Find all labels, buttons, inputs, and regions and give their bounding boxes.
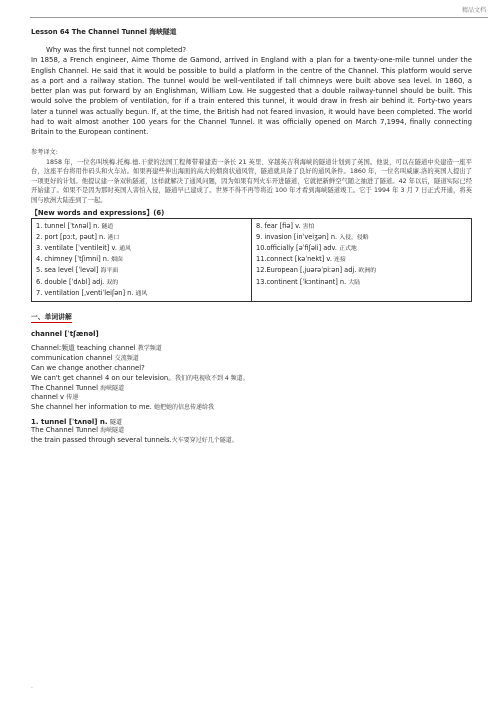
vocab-column-right	[252, 218, 472, 301]
example-line: channel v 传递	[31, 393, 79, 402]
example-line: Channel:频道 teaching channel 教学频道	[31, 343, 162, 352]
page-header-tag: 精品文档	[461, 7, 486, 14]
header-divider	[30, 17, 488, 18]
vocab-item: 9. invasion [inˈveiʒən] n. 入侵，侵略	[256, 232, 369, 241]
vocab-item: 13.continent [ˈkɔntinənt] n. 大陆	[256, 277, 361, 286]
example-line: We can't get channel 4 on our television。我们的电视收不到 4 频道。	[31, 373, 249, 382]
example-line: communication channel 交流频道	[31, 353, 139, 362]
lesson-title: Lesson 64 The Channel Tunnel 海峡隧道	[31, 28, 177, 36]
vocab-item: 5. sea level [ˈlevəl] 海平面	[36, 266, 119, 275]
lesson-question: Why was the first tunnel not completed?	[46, 46, 187, 54]
vocab-item: 8. fear [fiə] v. 害怕	[256, 221, 315, 230]
example-line: Can we change another channel?	[31, 363, 145, 372]
footer-mark: .	[31, 683, 33, 690]
vocab-item: 10.officially [əˈfiʃəli] adv. 正式地	[256, 244, 357, 253]
vocab-item: 6. double [ˈdʌbl] adj. 双的	[36, 277, 119, 286]
headword-channel: channel [ˈtʃænəl]	[31, 329, 99, 338]
translation-label: 参考译文:	[31, 148, 58, 156]
document-body	[31, 20, 472, 446]
vocab-item: 12.European [ˌjuərəˈpiːən] adj. 欧洲的	[256, 266, 377, 275]
section-heading: 一、单词讲解	[31, 312, 72, 321]
vocab-item: 11.connect [kəˈnekt] v. 连接	[256, 255, 346, 264]
vocab-item: 3. ventilate [ˈventileit] v. 通风	[36, 244, 131, 253]
vocab-item: 4. chimney [ˈtʃimni] n. 烟囱	[36, 255, 123, 264]
vocab-table	[31, 218, 472, 302]
translation-text: 1858 年，一位名叫埃梅.托梅.德.干蒙的法国工程师带着建造一条长 21 英里、穿越英吉利海峡的隧道计划到了英国。他说，可以在隧道中央建造一座平台，这座平台将用作码头和火车站。如果再建些伸出海面的高大的烟囱状通风管，隧道就具备了良好的通风条件。1860 年，一位名叫威廉.洛的英国人提出了一项更好的计划。他提议建一条双轨隧道，这样就解决了通风问题，因为如果有列火车开进隧道，它就把新鲜空气随之抽进了隧道。42 年以后，隧道实际已经开始建了。如果不是因为那时英国人害怕入侵，隧道早已建成了。世界不得不再等将近 100 年才看到海峡隧道竣工。它于 1994 年 3 月 7 日正式开通，将英国与欧洲大陆连到了一起。	[31, 158, 472, 205]
vocab-item: 1. tunnel [ˈtʌnəl] n. 隧道	[36, 221, 114, 230]
vocab-item: 7. ventilation [ˌventiˈleiʃən] n. 通风	[36, 288, 148, 297]
example-line: the train passed through several tunnels.火车要穿过好几个隧道。	[31, 436, 238, 445]
example-line: The Channel Tunnel 海峡隧道	[31, 383, 125, 392]
example-line: The Channel Tunnel 海峡隧道	[31, 426, 125, 435]
vocab-item: 2. port [pɔːt, pəut] n. 港口	[36, 232, 120, 241]
lesson-paragraph: In 1858, a French engineer, Aime Thome de Gamond, arrived in England with a plan for a twenty-one-mile tunnel under the English Channel. He said that it would be possible to build a platform in the centre of the Channel. This platform would serve as a port and a railway station. The tunnel would be well-ventilated if tall chimneys were built above sea level. In 1860, a better plan was put forward by an Englishman, William Low. He suggested that a double railway-tunnel should be built. This would solve the problem of ventilation, for if a train entered this tunnel, it would draw in fresh air behind it. Forty-two years later a tunnel was actually begun. If, at the time, the British had not feared invasion, it would have been completed. The world had to wait almost another 100 years for the Channel Tunnel. It was officially opened on March 7,1994, finally connecting Britain to the European continent.	[31, 56, 472, 137]
example-line: She channel her information to me. 她把她的信息传递给我	[31, 403, 214, 412]
vocab-heading: 【New words and expressions】(6)	[31, 208, 165, 217]
headword-tunnel: 1. tunnel [ˈtʌnəl] n. 隧道	[31, 418, 122, 427]
vocab-column-left	[32, 218, 252, 301]
